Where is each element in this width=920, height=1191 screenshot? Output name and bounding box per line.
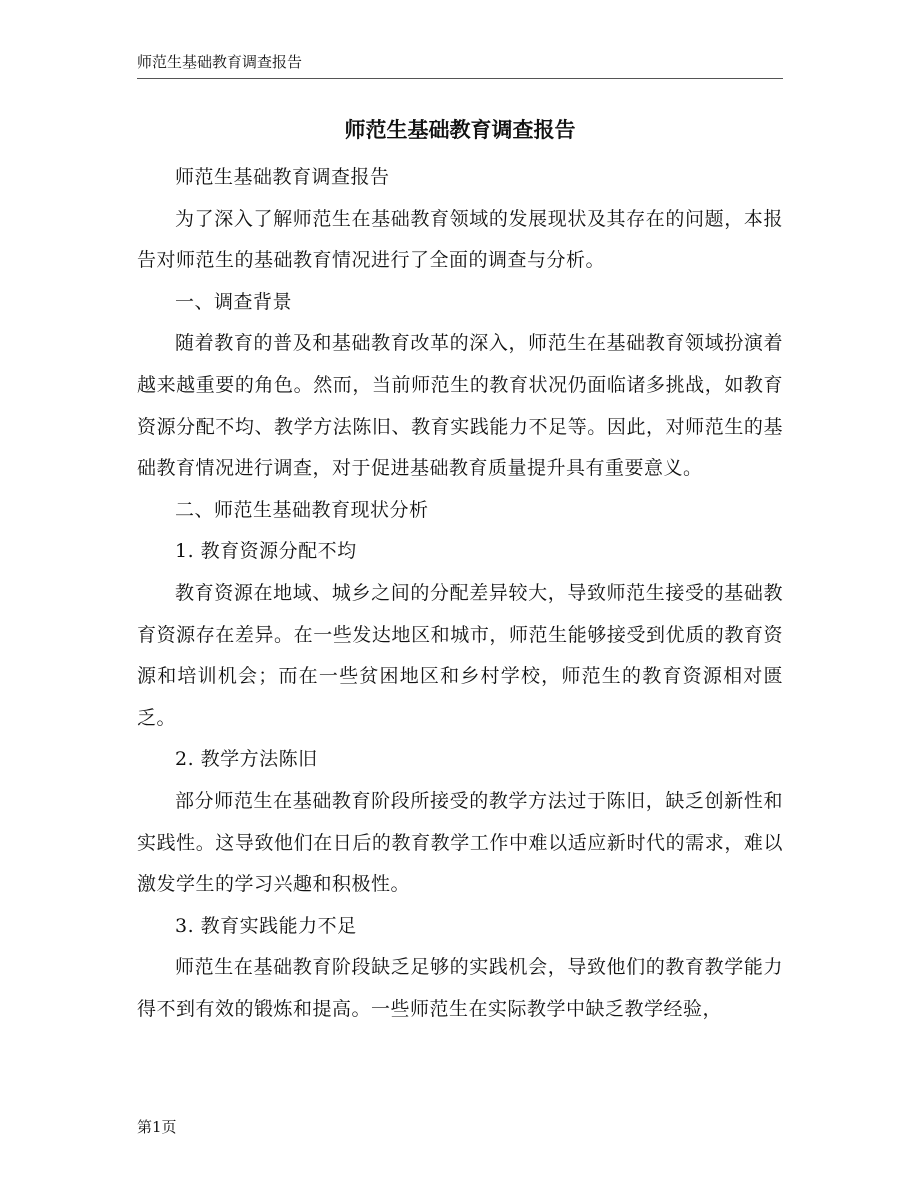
- paragraph-subtitle: 师范生基础教育调查报告: [175, 166, 390, 188]
- paragraph-methods: 部分师范生在基础教育阶段所接受的教学方法过于陈旧，缺乏创新性和实践性。这导致他们在日后的教育教学工作中难以适应新时代的需求，难以激发学生的学习兴趣和积极性。: [137, 789, 783, 896]
- subheading-methods: 2. 教学方法陈旧: [175, 748, 318, 771]
- section-heading-analysis: 二、师范生基础教育现状分析: [175, 498, 429, 521]
- section-heading-background: 一、调查背景: [175, 290, 293, 313]
- paragraph-resources: 教育资源在地域、城乡之间的分配差异较大，导致师范生接受的基础教育资源存在差异。在一些发达地区和城市，师范生能够接受到优质的教育资源和培训机会；而在一些贫困地区和乡村学校，师范生的教育资源相对匮乏。: [137, 581, 783, 729]
- subheading-practice: 3. 教育实践能力不足: [175, 914, 357, 937]
- document-title: 师范生基础教育调查报告: [344, 118, 576, 142]
- page-number: 第1页: [137, 1118, 177, 1136]
- running-header: 师范生基础教育调查报告: [137, 53, 303, 71]
- paragraph-practice: 师范生在基础教育阶段缺乏足够的实践机会，导致他们的教育教学能力得不到有效的锻炼和提高。一些师范生在实际教学中缺乏教学经验，: [137, 956, 783, 1020]
- subheading-resources: 1. 教育资源分配不均: [175, 540, 357, 563]
- paragraph-background: 随着教育的普及和基础教育改革的深入，师范生在基础教育领域扮演着越来越重要的角色。然而，当前师范生的教育状况仍面临诸多挑战，如教育资源分配不均、教学方法陈旧、教育实践能力不足等。因此，对师范生的基础教育情况进行调查，对于促进基础教育质量提升具有重要意义。: [137, 332, 783, 480]
- header-divider: [137, 78, 783, 79]
- document-body: [137, 157, 783, 1030]
- paragraph-intro: 为了深入了解师范生在基础教育领域的发展现状及其存在的问题，本报告对师范生的基础教育情况进行了全面的调查与分析。: [137, 207, 783, 272]
